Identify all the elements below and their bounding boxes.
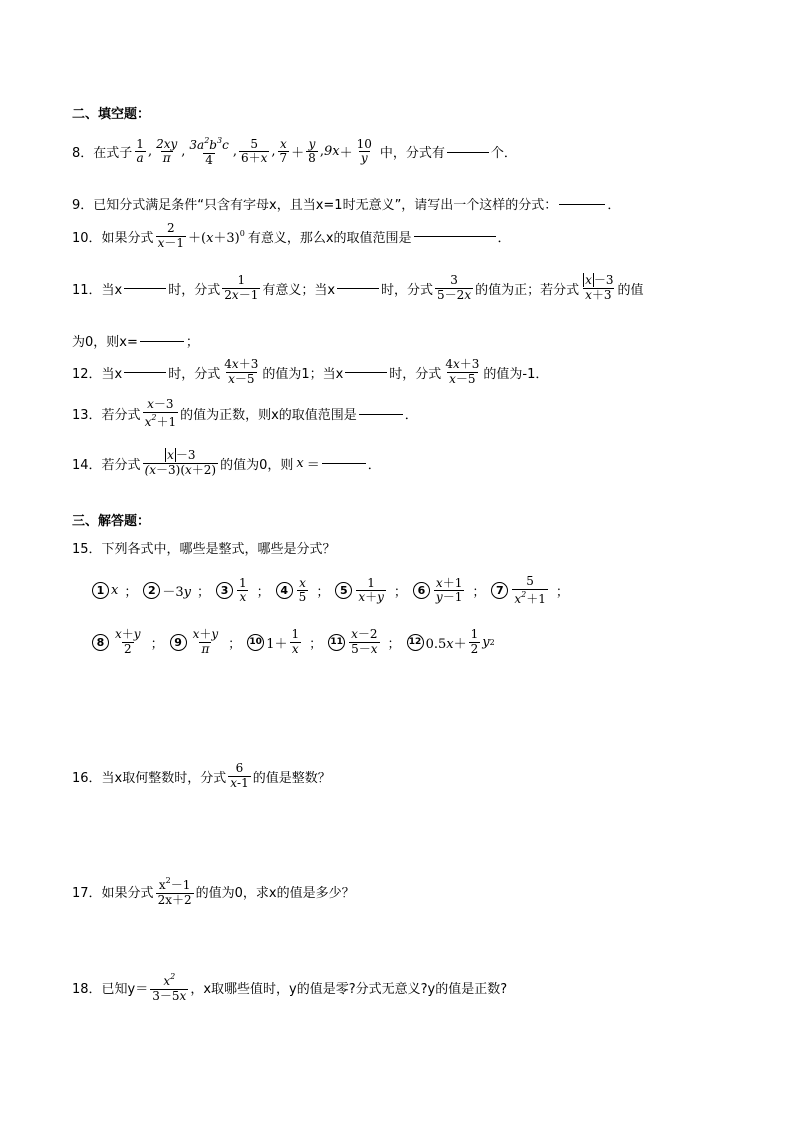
answer-blank-q8[interactable] — [447, 151, 489, 153]
question-12: 12． 当x 时，分式 $\frac{4x+3}{x-5}$ 的值为1；当x 时，分式 $\frac{4x+3}{x-5}$ 的值为-1． — [72, 357, 549, 386]
expr-y-over-8: $\frac{y}{8}$ — [308, 136, 316, 166]
answer-blank-q14[interactable] — [322, 462, 366, 464]
answer-blank-q9[interactable] — [559, 203, 605, 205]
answer-blank-q11a[interactable] — [124, 287, 166, 289]
question-11-line-2: 为0，则x= ； — [72, 335, 199, 350]
question-15: 15． 下列各式中，哪些是整式，哪些是分式？ — [72, 542, 336, 557]
question-16: 16． 当x取何整数时，分式 $\frac{6}{x-1}$ 的值是整数？ — [72, 761, 331, 790]
answer-blank-q11c[interactable] — [140, 340, 184, 342]
question-11: 11． 当x 时，分式 $\frac{1}{2x-1}$ 有意义；当x 时，分式 $\frac{3}{5-2x}$ 的值为正；若分式 $\frac{x -3}{x+3}$ 的值 — [72, 273, 644, 302]
question-15-row-1: 1 x ； 2 －3y ； 3 $\frac{1}{x}$ ； 4 $\frac{x}{5}$ ； 5 $\frac{1}{x+y}$ ； 6 $\frac{x+1}{y-1}$ ； 7 $\frac{5}{x^2+1}$ ； — [92, 575, 575, 607]
question-10: 10． 如果分式 $\frac{2}{x-1}$ $+(x+3)^0$ 有意义，那么x的取值范围是 ． — [72, 221, 511, 250]
expr-5-over-6-plus-x: $\frac{5}{6+x}$ — [240, 136, 268, 166]
question-18: 18． 已知y＝ $\frac{x^2}{3-5x}$ ，x取哪些值时，y的值是零?分式无意义?y的值是正数? — [72, 972, 508, 1003]
answer-blank-q12b[interactable] — [345, 371, 387, 373]
expr-1-over-a: $\frac{1}{a}$ — [136, 136, 144, 166]
expr-10-over-y: $\frac{10}{y}$ — [356, 136, 372, 166]
answer-blank-q10[interactable] — [414, 235, 496, 237]
question-15-row-2: 8 $\frac{x+y}{2}$ ； 9 $\frac{x+y}{\pi}$ ； 10 1＋ $\frac{1}{x}$ ； 11 $\frac{x-2}{5-x}$ ； 12 0.5x＋ $\frac{1}{2}$ y 2 — [92, 628, 495, 657]
expr-2-over-x-minus-1: $\frac{2}{x-1}$ — [157, 221, 184, 250]
answer-blank-q11b[interactable] — [337, 287, 379, 289]
answer-blank-q12a[interactable] — [124, 371, 166, 373]
section-title-fill-blank: 二、填空题： — [72, 107, 151, 122]
expr-x-over-7: $\frac{x}{7}$ — [279, 136, 288, 166]
expr-3a2b3c-over-4: $\frac{3a^2b^3c}{4}$ — [189, 136, 229, 167]
question-17: 17． 如果分式 $\frac{x^2-1}{2x+2}$ 的值为0，求x的值是多少？ — [72, 876, 355, 907]
answer-blank-q13[interactable] — [359, 413, 403, 415]
question-13: 13． 若分式 $\frac{x-3}{x^2+1}$ 的值为正数，则x的取值范围是 ． — [72, 397, 418, 429]
question-8: 8． 在式子 $\frac{1}{a}$ , $\frac{2xy}{\pi}$ , $\frac{3a^2b^3c}{4}$ , $\frac{5}{6+x}$ , $\frac{x}{7}$ ＋ $\frac{y}{8}$ , 9x ＋ $\frac{10}{y}$ 中，分式有 个． — [72, 136, 517, 167]
question-14: 14． 若分式 $\frac{x -3}{(x-3)(x+2)}$ 的值为0，则 x ＝ ． — [72, 448, 381, 477]
question-9: 9． 已知分式满足条件“只含有字母x，且当x=1时无意义”，请写出一个这样的分式： ． — [72, 198, 621, 213]
expr-2xy-over-pi: $\frac{2xy}{\pi}$ — [156, 136, 178, 166]
section-title-solve: 三、解答题： — [72, 514, 151, 529]
